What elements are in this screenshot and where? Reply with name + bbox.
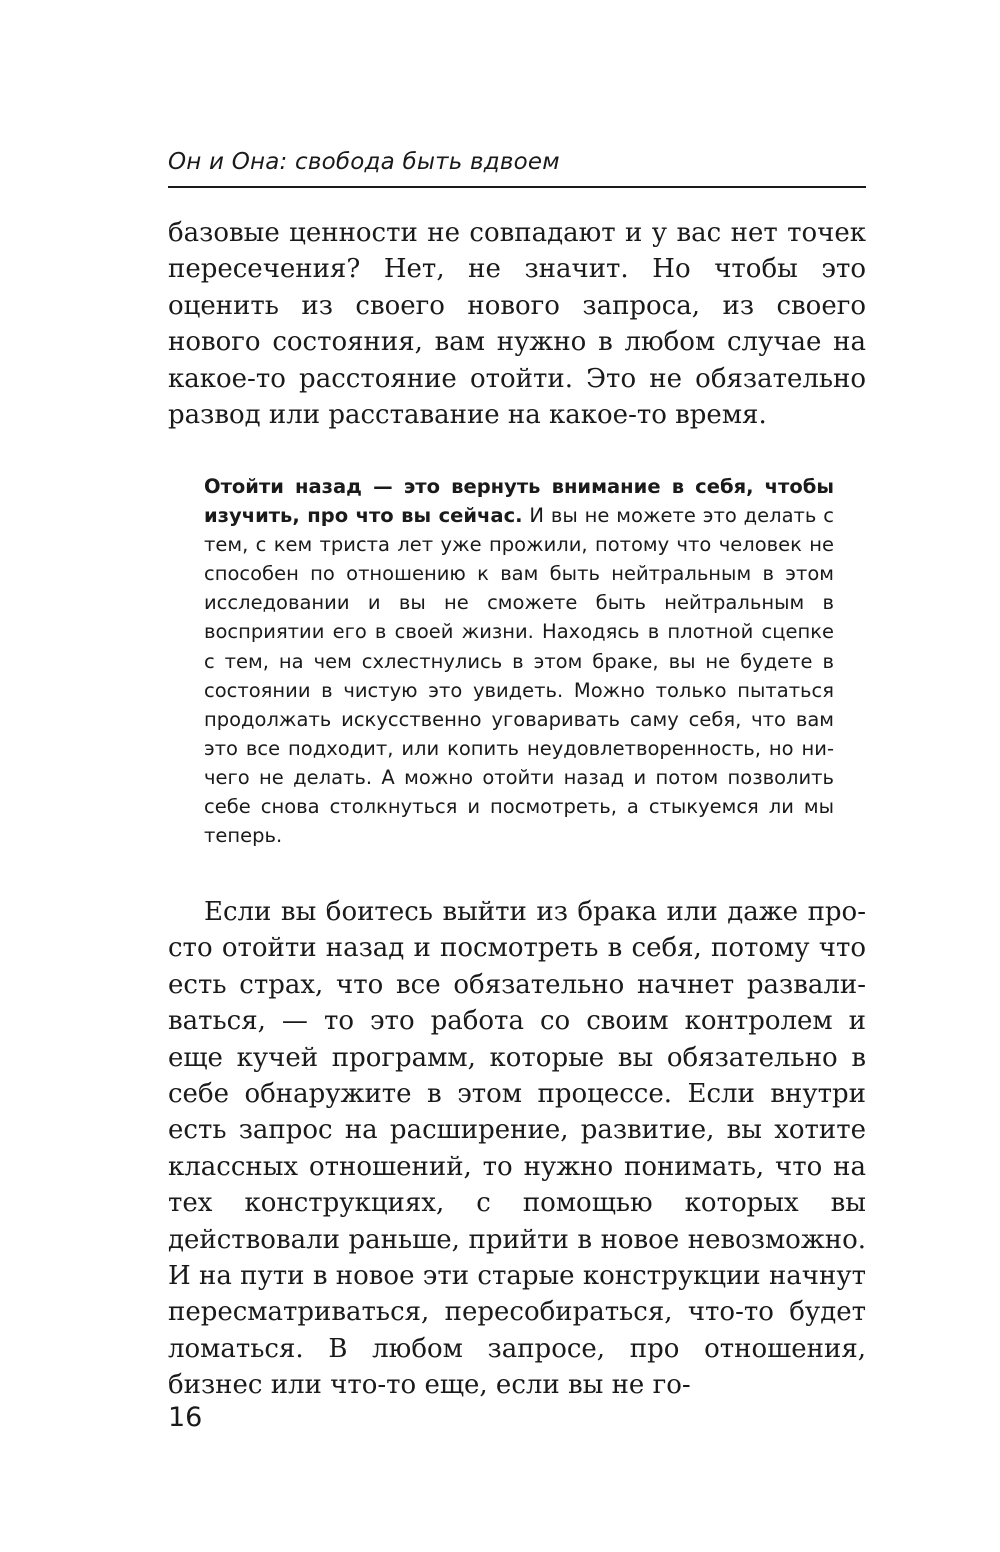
page-number: 16 <box>168 1402 203 1433</box>
header-rule <box>168 186 866 188</box>
callout-lead: Отойти назад — это вернуть внимание в себя, чтобы изучить, про что вы сейчас. <box>204 475 834 528</box>
body-paragraph-2: Если вы боитесь выйти из брака или даже просто отойти назад и посмотреть в себя, потому что есть страх, что все обязательно начнет разваливаться, — то это работа со своим контролем и еще кучей программ, которые вы обязательно в себе обнаружите в этом процессе. Если внутри есть запрос на расширение, развитие, вы хотите классных отношений, то нужно понимать, что на тех конструкциях, с помощью которых вы действовали раньше, прийти в новое невозможно. И на пути в новое эти старые конструкции начнут пересматриваться, пересобираться, что-то будет ломаться. В любом запросе, про отношения, бизнес или что-то еще, если вы не го- <box>168 897 866 1401</box>
callout-quote <box>204 472 834 850</box>
callout-text: И вы не можете это делать с тем, с кем триста лет уже прожили, потому что человек не способен по отношению к вам быть нейтральным в этом исследовании и вы не сможете быть нейтральным в восприятии его в своей жизни. Находясь в плотной сцепке с тем, на чем схлестнулись в этом браке, вы не будете в состоянии в чистую это увидеть. Можно только пытаться продолжать искусственно уговаривать саму себя, что вам это все подходит, или копить неудовлетворенность, но ничего не делать. А можно отойти назад и потом позволить себе снова столкнуться и посмотреть, а стыкуемся ли мы теперь. <box>204 504 834 848</box>
running-header: Он и Она: свобода быть вдвоем <box>168 149 560 175</box>
body-paragraph-1: базовые ценности не совпадают и у вас нет точек пересечения? Нет, не значит. Но чтобы это оценить из своего нового запроса, из своего нового состояния, вам нужно в любом случае на какое-то расстояние отойти. Это не обязательно развод или расставание на какое-то время. <box>168 218 866 431</box>
